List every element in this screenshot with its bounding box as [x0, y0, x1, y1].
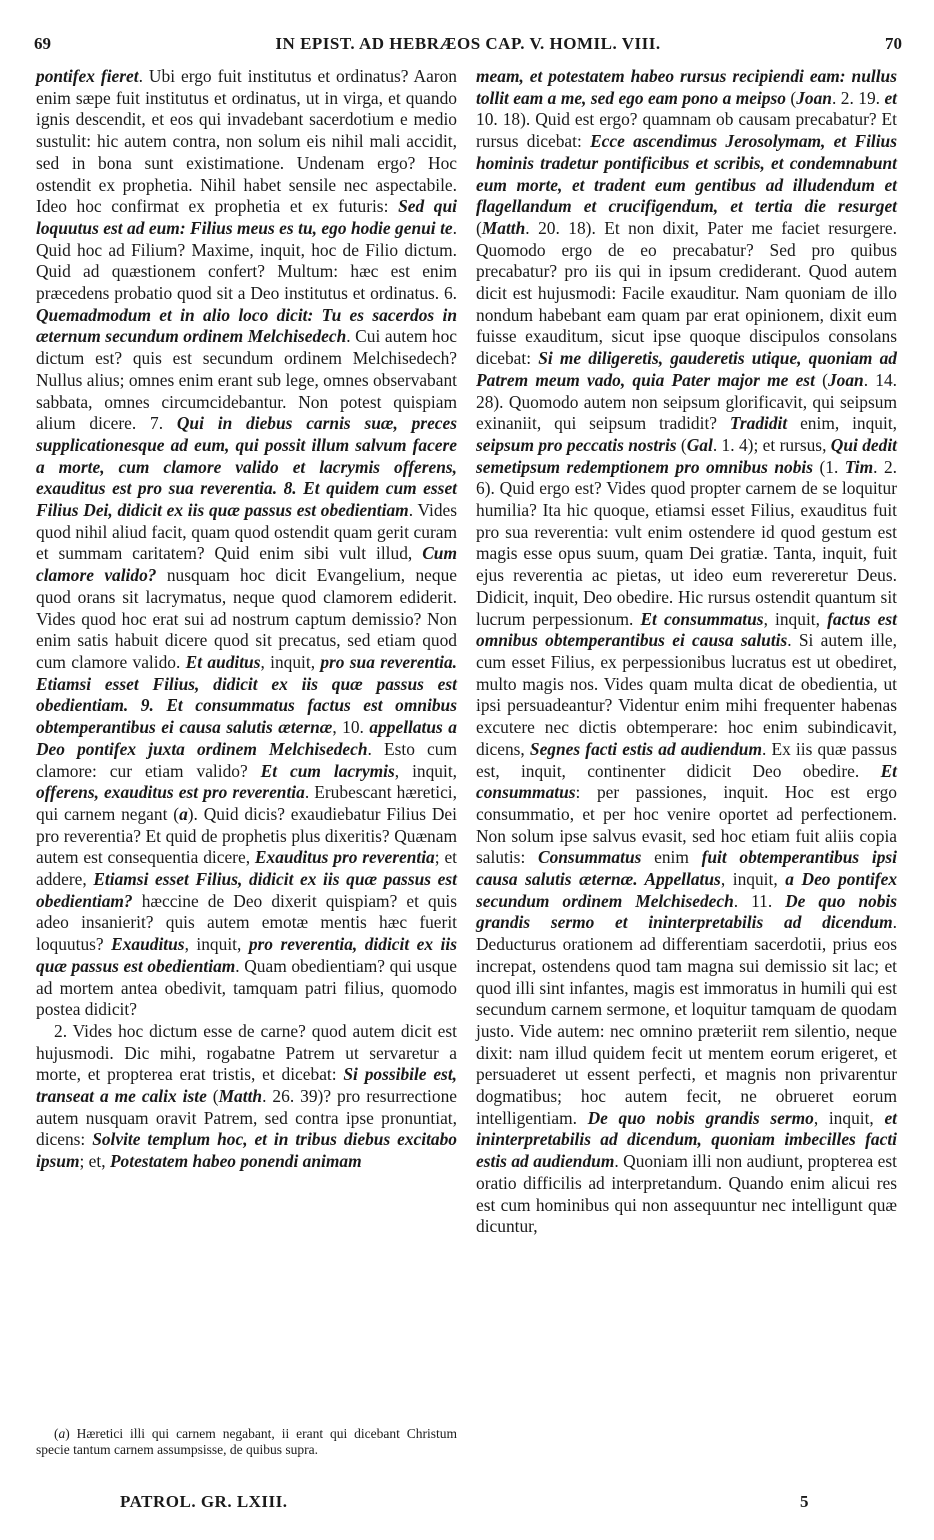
text-run: (: [814, 369, 828, 390]
text-run: (: [206, 1086, 219, 1107]
text-run: ; et addere,: [36, 847, 457, 890]
italic-run: meam, et potestatem habeo rursus recipiendi eam: nullus tollit eam a me, sed ego eam pono a meipso: [476, 66, 897, 108]
italic-run: Exauditus: [111, 934, 185, 955]
text-run: hæccine de Deo dixerit quispiam? et quis adeo insanierit? quis autem emotæ mentis hæc fuerit loquutus?: [36, 890, 457, 955]
italic-run: Consummatus: [537, 847, 642, 868]
running-title: IN EPIST. AD HEBRÆOS CAP. V. HOMIL. VIII.: [275, 34, 661, 53]
italic-run: offerens, exauditus est pro reverentia: [36, 782, 305, 803]
text-run: . 14. 28). Quomodo autem non seipsum glorificavit, qui seipsum exinaniit, qui seipsum tradidit?: [476, 369, 898, 434]
text-run: , inquit,: [184, 934, 249, 955]
text-run: (: [785, 87, 797, 108]
italic-run: Sed qui loquutus est ad eum: Filius meus es tu, ego hodie genui te: [36, 196, 457, 238]
italic-run: a: [179, 803, 188, 824]
text-run: . Vides quod nihil aliud facit, quam quod ostendit quam gerit curam et summam caritatem? Quid enim sibi vult illud,: [36, 500, 458, 564]
italic-run: Joan: [796, 87, 832, 108]
footnote: [36, 1426, 457, 1458]
running-head: [30, 34, 906, 58]
italic-run: Et auditus: [185, 651, 261, 672]
text-run: (1.: [813, 456, 845, 477]
text-run: (: [54, 1426, 59, 1441]
italic-run: Matth: [218, 1086, 263, 1107]
text-run: , 10.: [332, 717, 370, 738]
text-run: . Esto cum clamore: cur etiam valido?: [36, 738, 457, 781]
paragraph: [36, 66, 457, 1021]
italic-run: pontifex fieret: [36, 66, 139, 86]
italic-run: a: [58, 1426, 66, 1441]
text-run: (: [476, 217, 482, 238]
text-run: , inquit,: [813, 1107, 885, 1128]
italic-run: Qui dedit semetipsum redemptionem pro omnibus nobis: [476, 434, 898, 477]
italic-run: Joan: [827, 369, 864, 390]
text-run: . Erubescant hæretici, qui carnem negant (: [36, 782, 457, 824]
text-run: . Quam obedientiam? qui usque ad mortem antea obedivit, tamquam patri filius, quomodo postea didicit?: [36, 955, 457, 1020]
italic-run: pro reverentia, didicit ex iis quæ passus est obedientiam: [36, 934, 457, 976]
text-run: enim: [641, 847, 702, 868]
italic-run: Et consummatus: [640, 608, 764, 629]
text-run: nusquam hoc dicit Evangelium, neque quod orans sit lacrymatus, neque quod clamorem ediderit. Vides quod hoc erat sui ad nostrum captum demissio? Non enim satis habuit dicere quod sit precatus, sed etiam quod cum clamore valido.: [36, 565, 457, 672]
text-run: 10. 18). Quid est ergo? quamnam ob causam precabatur? Et rursus dicebat:: [476, 109, 897, 152]
text-run: (: [676, 434, 687, 455]
text-run: . Ubi ergo fuit institutus et ordinatus? Aaron enim sæpe fuit institutus et ordinatus, ut in virga, et quando ignis descendit, et eos qui invadebant sacerdotium e medio sustulit: hic autem contra, non solum eis nihil mali accidit, sed in bona sunt existimatione. Undenam ergo? Hoc ostendit ex prophetia. Nihil habet sensile nec aspectabile. Ideo hoc confirmat ex prophetia et ex futuris:: [36, 66, 457, 217]
italic-run: Gal: [686, 434, 713, 455]
italic-run: Tradidit: [729, 413, 788, 434]
italic-run: Etiamsi esset Filius, didicit ex iis quæ passus est obedientiam?: [36, 869, 457, 911]
italic-run: Segnes facti estis ad audiendum: [529, 738, 763, 759]
text-run: , inquit,: [394, 760, 457, 781]
text-run: . Quoniam illi non audiunt, propterea est oratio difficilis ad interpretandum. Quando enim alicui res est cum hominibus qui non assequuntur nec intelligunt quæ dicuntur,: [476, 1151, 897, 1237]
italic-run: De quo nobis grandis sermo: [587, 1107, 814, 1128]
italic-run: et ininterpretabilis ad dicendum, quoniam imbecilles facti estis ad audiendum: [476, 1107, 897, 1172]
paragraph: [476, 66, 897, 1238]
text-run: ) Hæretici illi qui carnem negabant, ii erant qui dicebant Christum specie tantum carnem assumpsisse, de quibus supra.: [36, 1426, 457, 1457]
text-run: . Cui autem hoc dictum est? quis est secundum ordinem Melchisedech? Nullus alius; omnes enim erant sub lege, omnes observabant sabbata, omnes circumcidebantur. Non potest quispiam alium dicere. 7.: [36, 326, 458, 434]
page-number-right: 70: [885, 34, 902, 53]
text-run: . 20. 18). Et non dixit, Pater me faciet resurgere. Quomodo ergo de eo precabatur? Sed pro quibus precabatur? pro iis qui in ipsum crediderant. Quod autem dicit est hujusmodi: Facile exauditur. Nam quoniam de illo nondum habebant eam quam par erat opinionem, dixit eum fuisse exauditum, sicut ipse quoque discipulos consolans dicebat:: [476, 217, 897, 369]
text-run: . 11.: [733, 890, 786, 911]
italic-run: a Deo pontifex secundum ordinem Melchisedech: [476, 869, 898, 911]
italic-run: Exauditus pro reverentia: [254, 847, 435, 868]
text-run: . Deducturus orationem ad differentiam sacerdotii, prius eos increpat, ostendens quod tam magna sui demissio sit lac; et quod illi sint infantes, magis est immoratus in humili qui est secundum carnem sermone, et loquitur tamquam de quodam justo. Vide autem: nec omnino præteriit rem silentio, neque dixit: nam illud quidem fecit ut mentem eorum erigeret, et persuaderet ut essent perfecti, et magnis non privarentur dogmatibus; hoc autem fecit, ne obrueret eorum intelligentiam.: [476, 912, 897, 1128]
italic-run: Potestatem habeo ponendi animam: [109, 1151, 362, 1172]
text-run: . 26. 39)? pro resurrectione autem nusquam oravit Patrem, sed contra ipse pronuntiat, dicens:: [36, 1086, 457, 1150]
italic-run: Qui in diebus carnis suæ, preces supplicationesque ad eum, qui possit illum salvum facere a morte, cum clamore valido et lacrymis offerens, exauditus est pro sua reverentia. 8. Et quidem cum esset Filius Dei, didicit ex iis quæ passus est obedientiam: [36, 413, 458, 521]
text-run: enim, inquit,: [787, 413, 897, 434]
italic-run: et: [884, 87, 897, 108]
text-run: ). Quid dicis? exaudiebatur Filius Dei pro reverentia? Et quid de prophetis plus dixeritis? Quænam autem est consequentia dicere,: [36, 803, 457, 868]
italic-run: Cum clamore valido?: [36, 543, 457, 586]
italic-run: factus est omnibus obtemperantibus ei causa salutis: [476, 608, 897, 651]
italic-run: Et cum lacrymis: [260, 760, 395, 781]
italic-run: Quemadmodum et in alio loco dicit: Tu es sacerdos in æternum secundum ordinem Melchisedech: [36, 304, 457, 347]
text-run: . Si autem ille, cum esset Filius, ex perpessionibus lucratus est ut obediret, multo magis nos. Vides quam multa dicat de obedientia, ut ipsi persuadeantur? Videntur enim mihi frequenter habenas excutere nec dictis obtemperare: hoc enim subindicavit, dicens,: [476, 630, 897, 759]
right-column: [476, 66, 897, 1238]
italic-run: Matth: [481, 217, 526, 238]
text-run: , inquit,: [260, 651, 321, 672]
text-run: . 1. 4); et rursus,: [712, 434, 831, 455]
text-run: , inquit,: [720, 869, 786, 890]
text-run: . Quid hoc ad Filium? Maxime, inquit, hoc de Filio dictum. Quid ad quæstionem confert? Multum: hæc est enim præcedens probatio quod sit a Deo institutus et ordinatus. 6.: [36, 217, 457, 304]
text-run: . Ex iis quæ passus est, inquit, continenter didicit Deo obedire.: [476, 738, 898, 781]
text-run: . 2. 19.: [831, 87, 885, 108]
italic-run: Et consummatus: [476, 760, 897, 803]
italic-run: De quo nobis grandis sermo et ininterpretabilis ad dicendum: [476, 890, 898, 933]
italic-run: pro sua reverentia. Etiamsi esset Filius, didicit ex iis quæ passus est obedientiam. 9. Et consummatus factus est omnibus obtemperantibus ei causa salutis æternæ: [36, 651, 457, 738]
italic-run: Tim: [844, 456, 874, 477]
text-run: . 2. 6). Quid ergo est? Vides quod propter carnem de se loquitur humilia? Ita hic quoque, etiamsi esset Filius, exauditus fuit pro sua reverentia: vult enim ostendere id quod gestum est magis esse opus suum, quam Dei gratiæ. Tanta, inquit, fuit ejus reverentia ac pietas, ut ideo eum revereretur Deus. Didicit, inquit, Deo obedire. Hic rursus ostendit quantum sit lucrum perpessionum.: [476, 456, 897, 629]
italic-run: seipsum pro peccatis nostris: [476, 434, 677, 455]
footer-signature: PATROL. GR. LXIII.: [120, 1492, 288, 1511]
text-run: ; et,: [79, 1151, 110, 1172]
italic-run: fuit obtemperantibus ipsi causa salutis æternæ. Appellatus: [476, 847, 898, 890]
italic-run: Si me diligeretis, gauderetis utique, quoniam ad Patrem meum vado, quia Pater major me est: [476, 348, 897, 390]
left-column: [36, 66, 457, 1173]
italic-run: appellatus a Deo pontifex juxta ordinem Melchisedech: [36, 717, 458, 759]
paragraph: [36, 1021, 457, 1173]
text-run: : per passiones, inquit. Hoc est ergo consummatio, et per hoc venire oportet ad perfectionem. Non solum ipse salvus evasit, sed hoc etiam fuit aliis copia salutis:: [476, 782, 897, 868]
page-number-left: 69: [34, 34, 51, 53]
text-run: 2. Vides hoc dictum esse de carne? quod autem dicit est hujusmodi. Dic mihi, rogabatne Patrem ut servaretur a morte, et propterea erat tristis, et dicebat:: [36, 1020, 457, 1085]
footer-signature-number: 5: [800, 1492, 809, 1511]
text-run: , inquit,: [763, 608, 828, 629]
italic-run: Solvite templum hoc, et in tribus diebus excitabo ipsum: [36, 1129, 458, 1172]
italic-run: Si possibile est, transeat a me calix iste: [36, 1064, 457, 1107]
italic-run: Ecce ascendimus Jerosolymam, et Filius hominis tradetur pontificibus et scribis, et condemnabunt eum morte, et tradent eum gentibus ad illudendum et flagellandum et crucifigendum, et tertia die resurget: [476, 131, 897, 217]
